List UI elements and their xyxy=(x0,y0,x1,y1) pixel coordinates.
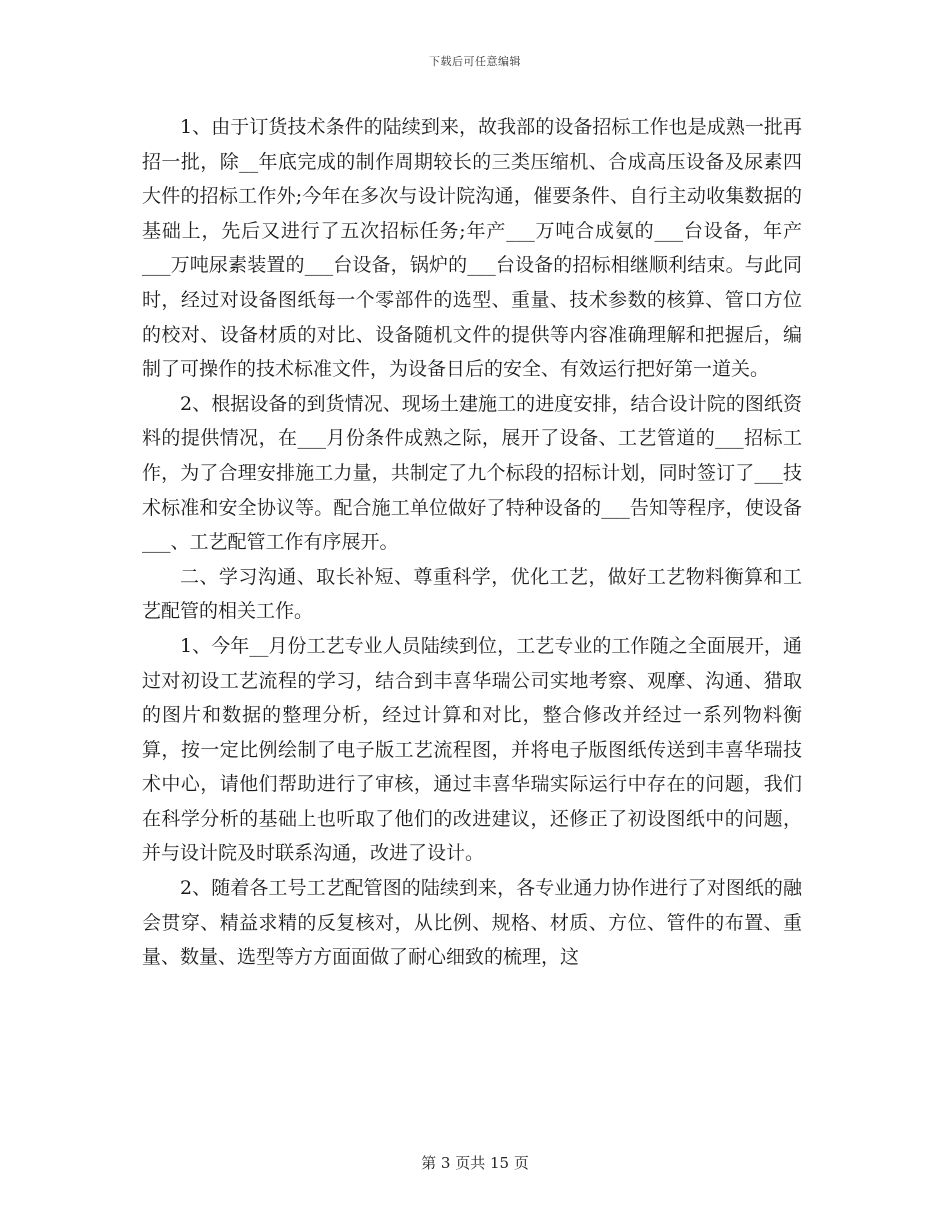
document-body xyxy=(142,110,802,975)
paragraph-1: 1、由于订货技术条件的陆续到来，故我部的设备招标工作也是成熟一批再招一批，除__年底完成的制作周期较长的三类压缩机、合成高压设备及尿素四大件的招标工作外;今年在多次与设计院沟通，催要条件、自行主动收集数据的基础上，先后又进行了五次招标任务;年产___万吨合成氨的___台设备，年产___万吨尿素装置的___台设备，锅炉的___台设备的招标相继顺利结束。与此同时，经过对设备图纸每一个零部件的选型、重量、技术参数的核算、管口方位的校对、设备材质的对比、设备随机文件的提供等内容准确理解和把握后，编制了可操作的技术标准文件，为设备日后的安全、有效运行把好第一道关。 xyxy=(142,116,802,381)
paragraph-3: 1、今年__月份工艺专业人员陆续到位，工艺专业的工作随之全面展开，通过对初设工艺流程的学习，结合到丰喜华瑞公司实地考察、观摩、沟通、猎取的图片和数据的整理分析，经过计算和对比，整合修改并经过一系列物料衡算，按一定比例绘制了电子版工艺流程图，并将电子版图纸传送到丰喜华瑞技术中心，请他们帮助进行了审核，通过丰喜华瑞实际运行中存在的问题，我们在科学分析的基础上也听取了他们的改进建议，还修正了初设图纸中的问题，并与设计院及时联系沟通，改进了设计。 xyxy=(142,634,802,865)
section-heading-2: 二、学习沟通、取长补短、尊重科学，优化工艺，做好工艺物料衡算和工艺配管的相关工作。 xyxy=(142,565,802,623)
paragraph-2: 2、根据设备的到货情况、现场土建施工的进度安排，结合设计院的图纸资料的提供情况，在___月份条件成熟之际，展开了设备、工艺管道的___招标工作，为了合理安排施工力量，共制定了九个标段的招标计划，同时签订了___技术标准和安全协议等。配合施工单位做好了特种设备的___告知等程序，使设备___、工艺配管工作有序展开。 xyxy=(142,392,802,554)
page-header: 下载后可任意编辑 xyxy=(429,55,521,68)
page-number: 第 3 页共 15 页 xyxy=(421,1154,529,1172)
paragraph-4: 2、随着各工号工艺配管图的陆续到来，各专业通力协作进行了对图纸的融会贯穿、精益求精的反复核对，从比例、规格、材质、方位、管件的布置、重量、数量、选型等方方面面做了耐心细致的梳理，这 xyxy=(142,877,802,969)
